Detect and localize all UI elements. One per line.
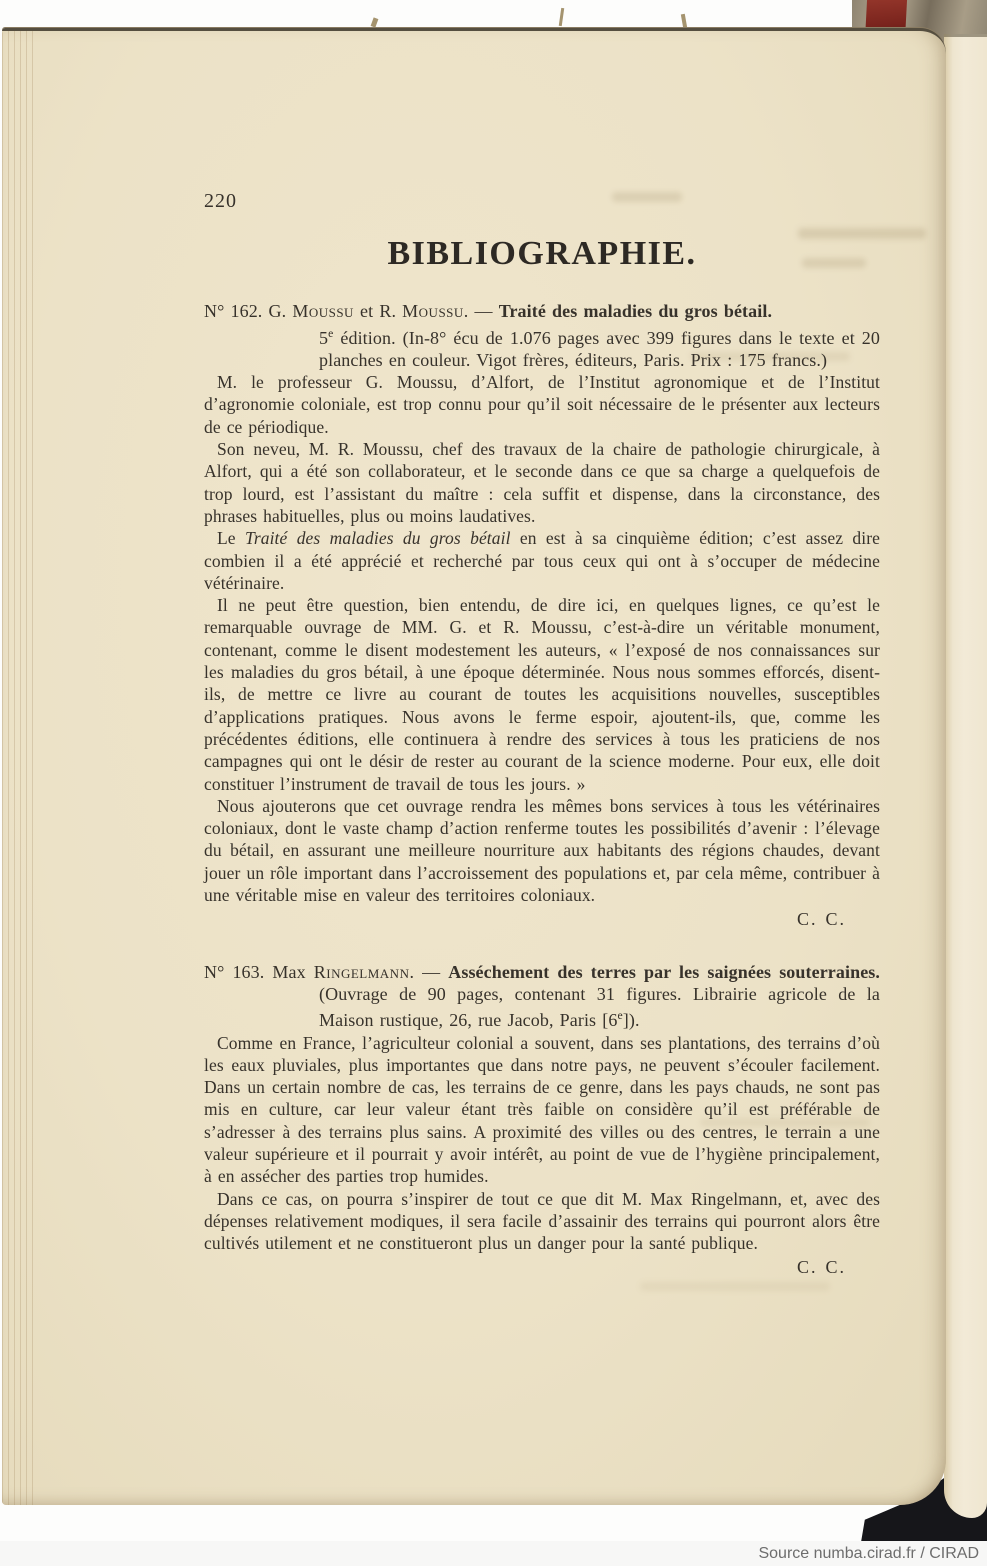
page-edge-debris [681,14,687,28]
paragraph: Il ne peut être question, bien entendu, de dire ici, en quelques lignes, ce qu’est le remarquable ouvrage de MM. G. et R. Moussu, c’est-à-dire un véritable monument, contenant, comme le disent modestement les auteurs, « l’exposé de nos connaissances sur les maladies du gros bétail, à une époque déterminée. Nous nous sommes efforcés, disent-ils, de mettre ce livre au courant de toutes les acquisitions nouvelles, susceptibles d’applications pratiques. Nous avons le ferme espoir, ajoutent-ils, que, comme les précédentes éditions, elle continuera à rendre des services à tous les praticiens de nos campagnes qui ont le désir de rester au courant de la science moderne. Pour eux, elle doit constituer l’instrument de travail de tous les jours. » [204,595,880,794]
next-page-edge [944,34,987,1518]
entry-paragraphs [204,1032,880,1255]
bibliography-entry-162 [204,300,880,930]
page-number: 220 [204,190,237,212]
stacked-page-edges [2,31,38,1505]
paragraph: Le Traité des maladies du gros bétail en est à sa cinquième édition; c’est assez dire combien il a été apprécié et recherché par tous ceux qui ont à s’occuper de médecine vétérinaire. [204,528,880,593]
entry-paragraphs [204,371,880,906]
signature: C. C. [796,1257,846,1278]
footer-bar [0,1541,987,1566]
page-title: BIBLIOGRAPHIE. [387,235,697,273]
entry-heading: N° 162. G. Moussu et R. Moussu. — Traité des maladies du gros bétail. 5e édition. (In-8° écu de 1.076 pages avec 399 figures dans le texte et 20 planches en couleur. Vigot frères, éditeurs, Paris. Prix : 175 francs.) [204,301,880,370]
bibliography-entry-163 [204,961,880,1279]
page-edge-debris [371,17,379,27]
paragraph: Dans ce cas, on pourra s’inspirer de tout ce que dit M. Max Ringelmann, et, avec des dépenses relativement modiques, il sera facile d’assainir des terrains qui pourront alors être cultivés utilement et ne constitueront plus un danger pour la santé publique. [204,1188,880,1254]
signature: C. C. [796,909,846,930]
paragraph: Comme en France, l’agriculteur colonial a souvent, dans ses plantations, des terrains d’où les eaux pluviales, plus importantes que dans notre pays, ne peuvent s’écouler facilement. Dans un certain nombre de cas, les terrains de ce genre, dans les pays chauds, ne sont pas mis en culture, car leur valeur étant très faible on considère qu’il est préférable de s’adresser à des terrains plus sains. A proximité des villes ou des centres, le terrain a une valeur supérieure et il pourrait y avoir intérêt, au point de vue de l’hygiène principalement, à en assécher des parties trop humides. [204,1032,880,1187]
paragraph: M. le professeur G. Moussu, d’Alfort, de l’Institut agronomique et de l’Institut d’agronomie coloniale, est trop connu pour qu’il soit nécessaire de le présenter aux lecteurs de ce périodique. [204,372,880,437]
page-content [204,190,880,1309]
source-attribution: Source numba.cirad.fr / CIRAD [758,1544,979,1562]
paragraph: Son neveu, M. R. Moussu, chef des travaux de la chaire de pathologie chirurgicale, à Alfort, qui a été son collaborateur, et le seconde dans ce que sa charge a quelquefois de trop lourd, est l’assistant du maître : cela suffit et dispense, dans la circonstance, des phrases habituelles, plus ou moins laudatives. [204,439,880,526]
entry-heading: N° 163. Max Ringelmann. — Asséchement des terres par les saignées souterraines. (Ouvrage de 90 pages, contenant 31 figures. Librairie agricole de la Maison rustique, 26, rue Jacob, Paris [6e]). [204,961,880,1031]
page-edge-debris [559,8,564,26]
paragraph: Nous ajouterons que cet ouvrage rendra les mêmes bons services à tous les vétérinaires coloniaux, dont le vaste champ d’action renferme toutes les possibilités d’avenir : l’élevage du bétail, en assurant une meilleure nourriture aux habitants des régions chaudes, devant jouer un rôle important dans l’accroissement des populations et, par cela même, contribuer à une véritable mise en valeur des territoires coloniaux. [204,795,880,906]
